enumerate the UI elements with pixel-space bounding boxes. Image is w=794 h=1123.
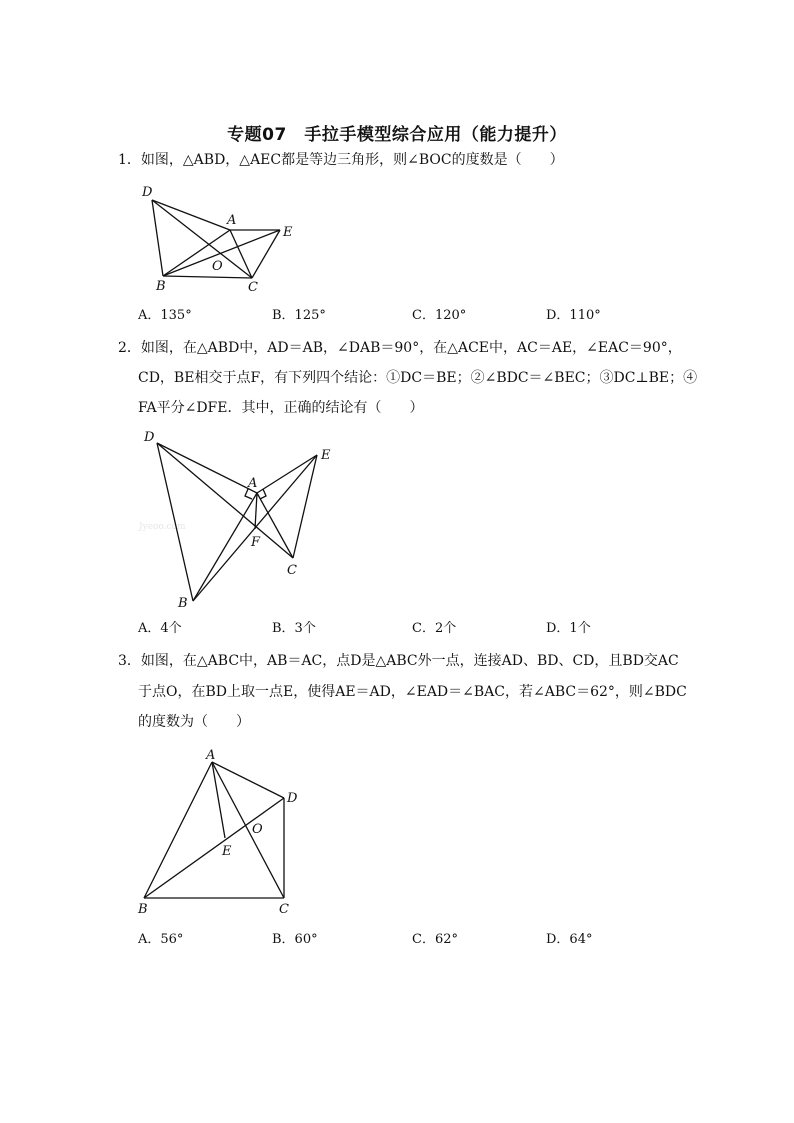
q3-option-d[interactable]: D．64° xyxy=(546,932,593,947)
q3-figure xyxy=(130,745,310,920)
q2-label-E: E xyxy=(321,448,331,463)
q3-label-E: E xyxy=(222,844,232,859)
q1-label-C: C xyxy=(248,280,258,295)
q3-label-B: B xyxy=(138,902,148,917)
q1-option-c[interactable]: C．120° xyxy=(412,308,467,323)
q3-seg-AC xyxy=(212,762,284,898)
q1-seg-DA xyxy=(152,200,230,230)
q1-seg-DC xyxy=(152,200,252,278)
q2-seg-AF xyxy=(255,493,257,529)
q3-label-D: D xyxy=(287,791,298,806)
page-title: 专题07 手拉手模型综合应用（能力提升） xyxy=(227,125,567,145)
q3-option-b[interactable]: B．60° xyxy=(272,932,318,947)
q2-seg-BA xyxy=(193,493,257,601)
q3-option-a[interactable]: A．56° xyxy=(138,932,184,947)
q2-seg-DC xyxy=(157,443,293,558)
q1-option-a[interactable]: A．135° xyxy=(138,308,192,323)
q1-label-O: O xyxy=(212,259,223,274)
q2-stem-line3: FA平分∠DFE．其中，正确的结论有（ ） xyxy=(138,400,424,416)
q3-stem-line2: 于点O，在BD上取一点E，使得AE＝AD，∠EAD＝∠BAC，若∠ABC＝62°，则∠BDC xyxy=(138,684,687,700)
q1-figure xyxy=(130,178,310,298)
q3-option-c[interactable]: C．62° xyxy=(412,932,458,947)
q3-seg-AB xyxy=(144,762,212,898)
q2-label-B: B xyxy=(178,596,188,611)
q1-label-A: A xyxy=(227,213,237,228)
q3-stem-line3: 的度数为（ ） xyxy=(138,714,250,730)
q3-seg-AD xyxy=(212,762,284,798)
q2-option-c[interactable]: C．2个 xyxy=(412,621,457,636)
q2-option-a[interactable]: A．4个 xyxy=(138,621,182,636)
q2-label-C: C xyxy=(287,563,297,578)
q2-figure xyxy=(135,425,345,615)
q2-stem-line1: 2．如图，在△ABD中，AD＝AB，∠DAB＝90°，在△ACE中，AC＝AE，∠EAC＝90°， xyxy=(118,340,682,356)
q1-option-b[interactable]: B．125° xyxy=(272,308,326,323)
q2-option-b[interactable]: B．3个 xyxy=(272,621,316,636)
q3-label-O: O xyxy=(252,822,263,837)
q2-watermark: Jyeoo.com xyxy=(139,522,186,532)
q3-label-A: A xyxy=(206,748,216,763)
q3-stem-line1: 3．如图，在△ABC中，AB＝AC，点D是△ABC外一点，连接AD、BD、CD，且BD交AC xyxy=(118,653,679,669)
q2-stem-line2: CD，BE相交于点F，有下列四个结论：①DC＝BE；②∠BDC＝∠BEC；③DC⊥BE；④ xyxy=(138,370,698,386)
q1-stem: 1．如图，△ABD，△AEC都是等边三角形，则∠BOC的度数是（ ） xyxy=(118,152,564,168)
q2-label-F: F xyxy=(251,535,261,550)
q1-seg-AC xyxy=(230,230,252,278)
q2-seg-AE xyxy=(257,455,317,493)
q1-label-E: E xyxy=(283,225,293,240)
q1-seg-DB xyxy=(152,200,163,276)
q2-label-D: D xyxy=(144,430,155,445)
q1-option-d[interactable]: D．110° xyxy=(546,308,601,323)
q2-seg-EC xyxy=(293,455,317,558)
q1-seg-EC xyxy=(252,230,280,278)
q3-seg-BD xyxy=(144,798,284,898)
q3-label-C: C xyxy=(279,902,289,917)
q2-label-A: A xyxy=(248,476,258,491)
q2-option-d[interactable]: D．1个 xyxy=(546,621,591,636)
q2-seg-AC xyxy=(257,493,293,558)
q1-label-B: B xyxy=(156,279,166,294)
q1-label-D: D xyxy=(142,185,153,200)
q1-seg-BC xyxy=(163,276,252,278)
